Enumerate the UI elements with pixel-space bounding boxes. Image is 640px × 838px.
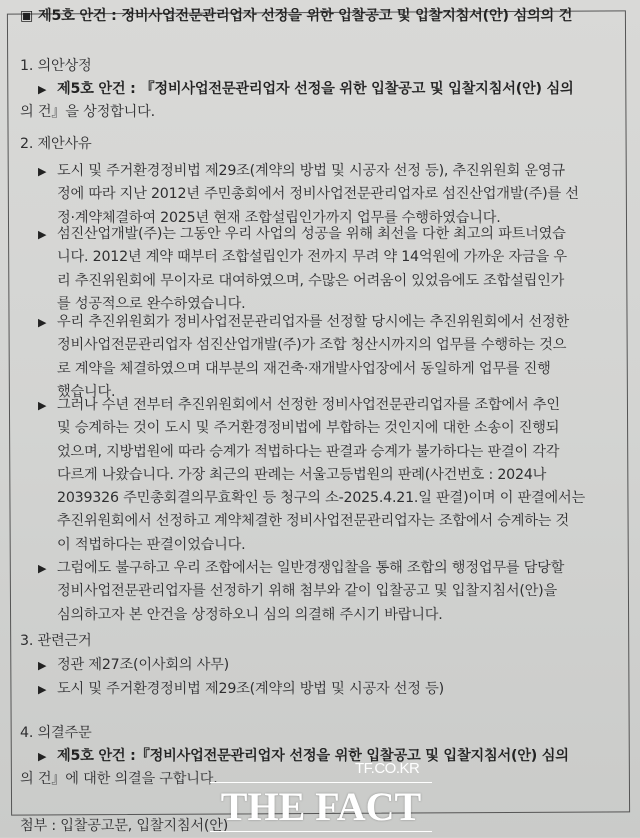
bullet-line: 우리 추진위원회가 정비사업전문관리업자를 선정할 당시에는 추진위원회에서 선정한	[57, 314, 570, 330]
triangle-right-icon: ▶	[38, 316, 47, 329]
triangle-right-icon: ▶	[38, 399, 47, 412]
watermark-brand: THE FACT	[210, 782, 432, 832]
bullet-line: 었으며, 지방법원에 따라 승계가 적법하다는 판결과 승계가 불가하다는 판결이 각각	[57, 443, 560, 460]
bullet-line: 니다. 2012년 계약 때부터 조합설립인가 전까지 무려 약 14억원에 가까운 자금을 우	[57, 249, 567, 266]
bullet-line: 의 건』을 상정합니다.	[20, 104, 155, 121]
bullet-line: 및 승계하는 것이 도시 및 주거환경정비법에 부합하는 것인지에 대한 소송이 진행되	[57, 420, 560, 437]
bullet-line: 로 계약을 체결하였으며 대부분의 재건축·재개발사업장에서 동일하게 업무를 진행	[57, 360, 551, 377]
triangle-right-icon: ▶	[38, 562, 47, 575]
bullet-text	[20, 78, 574, 125]
triangle-right-icon: ▶	[38, 659, 47, 672]
bullet-line: 를 성공적으로 완수하였습니다.	[57, 295, 246, 312]
bullet-line: 리 추진위원회에 무이자로 대여하였으며, 수많은 어려움이 있었음에도 조합설립인가	[57, 272, 565, 289]
triangle-right-icon: ▶	[38, 750, 47, 763]
bullet-line: 정비사업전문관리업자 섬진산업개발(주)가 조합 청산시까지의 업무를 수행하는 것으	[57, 337, 567, 354]
bullet-line: 정·계약체결하여 2025년 현재 조합설립인가까지 업무를 수행하였습니다.	[57, 209, 501, 226]
bullet-text	[57, 160, 579, 230]
bullet-line: 의 건』에 대한 의결을 구합니다.	[20, 771, 218, 788]
bullet-text	[57, 557, 564, 627]
bullet-line: 도시 및 주거환경정비법 제29조(계약의 방법 및 시공자 선정 등)	[57, 681, 444, 697]
attachment-line: 첨부 : 입찰공고문, 입찰지침서(안)	[20, 818, 229, 834]
bullet-line: 심의하고자 본 안건을 상정하오니 심의 의결해 주시기 바랍니다.	[57, 606, 443, 623]
bullet-line: 그럼에도 불구하고 우리 조합에서는 일반경쟁입찰을 통해 조합의 행정업무를 담당할	[57, 560, 565, 576]
bullet-text	[57, 223, 567, 316]
section-heading: 4. 의결주문	[20, 725, 92, 741]
triangle-right-icon: ▶	[38, 83, 47, 96]
section-heading: 1. 의안상정	[20, 58, 92, 74]
bullet-line: 도시 및 주거환경정비법 제29조(계약의 방법 및 시공자 선정 등), 추진위원회 운영규	[57, 163, 565, 179]
bullet-line: 제5호 안건 :『정비사업전문관리업자 선정을 위한 입찰공고 및 입찰지침서(안) 심의	[57, 748, 569, 764]
bullet-line: 2039326 주민총회결의무효확인 등 청구의 소-2025.4.21.일 판결)이며 이 판결에서는	[57, 490, 586, 507]
bullet-text	[57, 678, 444, 701]
watermark	[210, 760, 432, 837]
document-title: ▣ 제5호 안건 : 정비사업전문관리업자 선정을 위한 입찰공고 및 입찰지침서(안) 심의의 건	[20, 8, 573, 24]
bullet-line: 섬진산업개발(주)는 그동안 우리 사업의 성공을 위해 최선을 다한 최고의 파트너였습	[57, 226, 566, 242]
bullet-line: 다르게 나왔습니다. 가장 최근의 판례는 서울고등법원의 판례(사건번호 : 2024나	[57, 466, 547, 483]
bullet-line: 정비사업전문관리업자를 선정하기 위해 첨부와 같이 입찰공고 및 입찰지침서(안)을	[57, 583, 558, 600]
bullet-line: 그러나 수년 전부터 추진위원회에서 선정한 정비사업전문관리업자를 조합에서 추인	[57, 397, 560, 413]
bullet-text	[57, 394, 585, 557]
bullet-line: 제5호 안건 : 『정비사업전문관리업자 선정을 위한 입찰공고 및 입찰지침서(안) 심의	[57, 81, 574, 97]
bullet-text	[57, 311, 569, 404]
bullet-line: 정관 제27조(이사회의 사무)	[57, 657, 229, 673]
bullet-text	[57, 654, 229, 677]
bullet-line: 했습니다.	[57, 383, 116, 400]
triangle-right-icon: ▶	[38, 683, 47, 696]
watermark-site: TF.CO.KR	[355, 760, 420, 777]
triangle-right-icon: ▶	[38, 228, 47, 241]
triangle-right-icon: ▶	[38, 165, 47, 178]
bullet-line: 이 적법하다는 판결이었습니다.	[57, 536, 246, 553]
bullet-line: 정에 따라 지난 2012년 주민총회에서 정비사업전문관리업자로 섬진산업개발(주)를 선	[57, 186, 579, 203]
section-heading: 3. 관련근거	[20, 633, 92, 649]
section-heading: 2. 제안사유	[20, 136, 92, 152]
bullet-line: 추진위원회에서 선정하고 계약체결한 정비사업전문관리업자는 조합에서 승계하는 것	[57, 513, 570, 530]
